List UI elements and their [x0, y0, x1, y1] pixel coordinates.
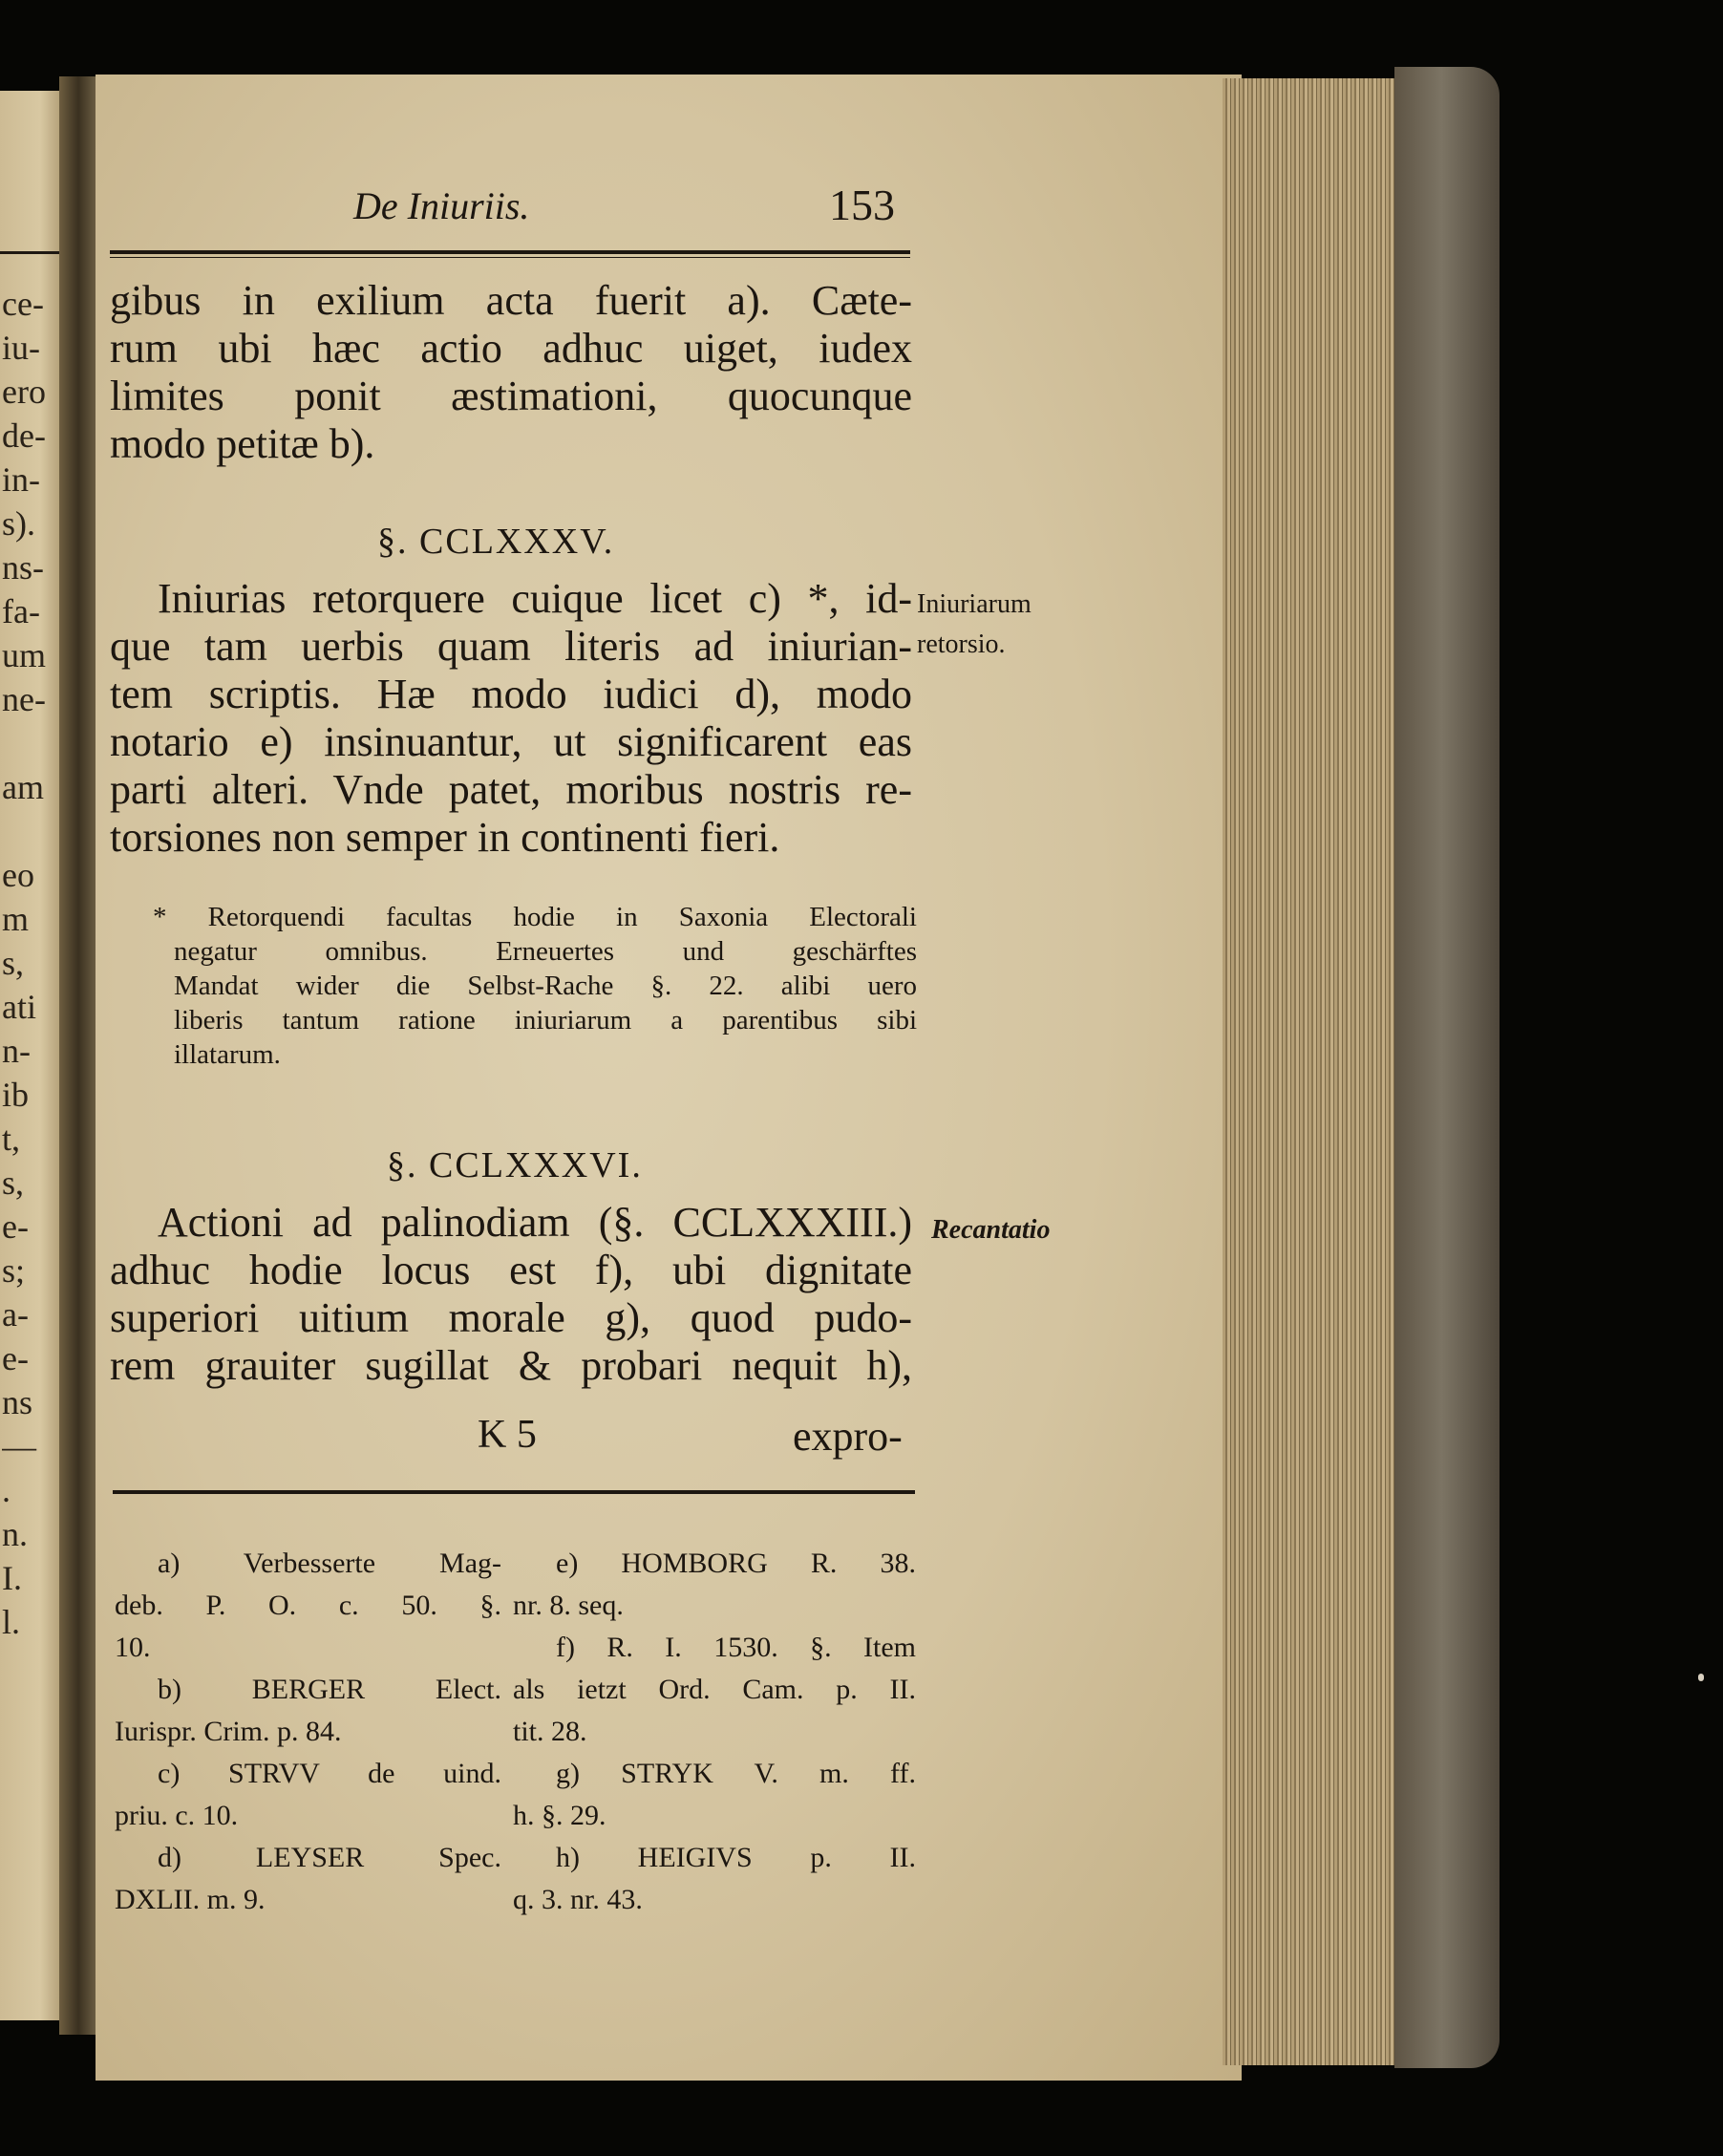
note-line: * Retorquendi facultas hodie in Saxonia Electorali	[153, 902, 917, 932]
facing-fragment: iu-	[2, 329, 40, 367]
footnote-rule	[113, 1490, 915, 1494]
facing-fragment: in-	[2, 460, 40, 499]
text-line: rem grauiter sugillat & probari nequit h),	[110, 1342, 912, 1389]
text-line: tem scriptis. Hæ modo iudici d), modo	[110, 671, 912, 717]
facing-page-rule	[0, 251, 67, 254]
footnote-line: deb. P. O. c. 50. §.	[115, 1590, 501, 1621]
text-line: rum ubi hæc actio adhuc uiget, iudex	[110, 325, 912, 372]
facing-fragment: e-	[2, 1207, 29, 1246]
text-line: torsiones non semper in continenti fieri.	[110, 814, 780, 861]
facing-fragment: eo	[2, 856, 34, 894]
footnote-line: Iurispr. Crim. p. 84.	[115, 1716, 342, 1747]
footnote-line: priu. c. 10.	[115, 1800, 239, 1831]
facing-fragment: s,	[2, 944, 25, 982]
text-line: modo petitæ b).	[110, 420, 375, 467]
facing-fragment: a-	[2, 1295, 29, 1334]
facing-fragment: fa-	[2, 592, 40, 630]
facing-fragment: am	[2, 768, 44, 806]
footnote-line: a) Verbesserte Mag-	[158, 1548, 501, 1579]
text-line: que tam uerbis quam literis ad iniurian-	[110, 623, 912, 670]
facing-fragment: ce-	[2, 285, 44, 323]
facing-fragment: ati	[2, 988, 36, 1026]
header-rule	[110, 250, 910, 258]
text-line: notario e) insinuantur, ut significarent eas	[110, 718, 912, 765]
text-line: superiori uitium morale g), quod pudo-	[110, 1294, 912, 1341]
facing-fragment: n.	[2, 1515, 28, 1553]
running-head: De Iniuriis.	[353, 184, 530, 227]
footnote-line: als ietzt Ord. Cam. p. II.	[513, 1674, 916, 1705]
footnote-line: DXLII. m. 9.	[115, 1884, 266, 1915]
note-line: illatarum.	[174, 1039, 281, 1070]
page-number: 153	[829, 181, 895, 229]
footnote-line: f) R. I. 1530. §. Item	[556, 1632, 916, 1663]
facing-fragment: .	[2, 1471, 11, 1509]
text-line: adhuc hodie locus est f), ubi dignitate	[110, 1247, 912, 1293]
facing-fragment: de-	[2, 416, 46, 455]
facing-fragment: e-	[2, 1339, 29, 1377]
catchword: expro-	[793, 1413, 903, 1460]
signature-mark: K 5	[478, 1413, 537, 1457]
paragraph-top	[110, 277, 912, 468]
footnote-line: d) LEYSER Spec.	[158, 1842, 501, 1873]
facing-fragment: s).	[2, 504, 35, 543]
facing-fragment: I.	[2, 1559, 22, 1597]
paragraph-286	[110, 1199, 912, 1390]
asterisk-note	[153, 900, 917, 1072]
facing-fragment: ns-	[2, 548, 44, 587]
margin-note-line: retorsio.	[917, 630, 1006, 659]
footnote-line: b) BERGER Elect.	[158, 1674, 501, 1705]
facing-fragment: —	[2, 1427, 36, 1465]
footnotes-right-column	[513, 1543, 916, 1921]
text-line: Iniurias retorquere cuique licet c) *, id-	[158, 575, 912, 622]
note-line: liberis tantum ratione iniuriarum a parentibus sibi	[174, 1005, 917, 1035]
footnote-line: 10.	[115, 1632, 151, 1663]
text-line: limites ponit æstimationi, quocunque	[110, 373, 912, 419]
footnote-line: h. §. 29.	[513, 1800, 606, 1831]
footnote-line: nr. 8. seq.	[513, 1590, 624, 1621]
facing-fragment: ero	[2, 373, 46, 411]
footnote-line: h) HEIGIVS p. II.	[556, 1842, 916, 1873]
facing-fragment: t,	[2, 1120, 21, 1158]
paragraph-285	[110, 575, 912, 862]
footnotes-left-column	[115, 1543, 501, 1921]
margin-note-retorsio	[917, 585, 1032, 665]
facing-fragment: n-	[2, 1032, 31, 1070]
facing-fragment: l.	[2, 1603, 21, 1641]
margin-note-line: Iniuriarum	[917, 589, 1032, 619]
footnote-line: tit. 28.	[513, 1716, 587, 1747]
text-line: Actioni ad palinodiam (§. CCLXXXIII.)	[158, 1199, 912, 1246]
margin-note-recantatio: Recantatio	[931, 1215, 1051, 1245]
text-line: parti alteri. Vnde patet, moribus nostris re-	[110, 766, 912, 813]
book-cover-edge	[1394, 67, 1500, 2068]
footnote-line: g) STRYK V. m. ff.	[556, 1758, 916, 1789]
footnote-line: q. 3. nr. 43.	[513, 1884, 643, 1915]
facing-fragment	[2, 809, 67, 853]
facing-fragment: um	[2, 636, 47, 674]
facing-fragment: m	[2, 900, 30, 938]
facing-fragment: ns	[2, 1383, 33, 1421]
facing-fragment	[2, 721, 67, 765]
text-line: gibus in exilium acta fuerit a). Cæte-	[110, 277, 912, 324]
facing-fragment: s;	[2, 1251, 26, 1290]
footnote-line: e) HOMBORG R. 38.	[556, 1548, 916, 1579]
facing-page	[0, 91, 67, 2020]
section-heading-285: §. CCLXXXV.	[377, 522, 615, 562]
footnote-line: c) STRVV de uind.	[158, 1758, 501, 1789]
dust-speck	[1698, 1674, 1704, 1681]
facing-fragment: ib	[2, 1076, 30, 1114]
note-line: negatur omnibus. Erneuertes und geschärftes	[174, 936, 917, 967]
facing-page-fragments	[2, 282, 67, 1644]
note-line: Mandat wider die Selbst-Rache §. 22. alibi uero	[174, 971, 917, 1001]
facing-fragment: ne-	[2, 680, 46, 718]
section-heading-286: §. CCLXXXVI.	[387, 1145, 643, 1185]
facing-fragment: s,	[2, 1163, 25, 1202]
